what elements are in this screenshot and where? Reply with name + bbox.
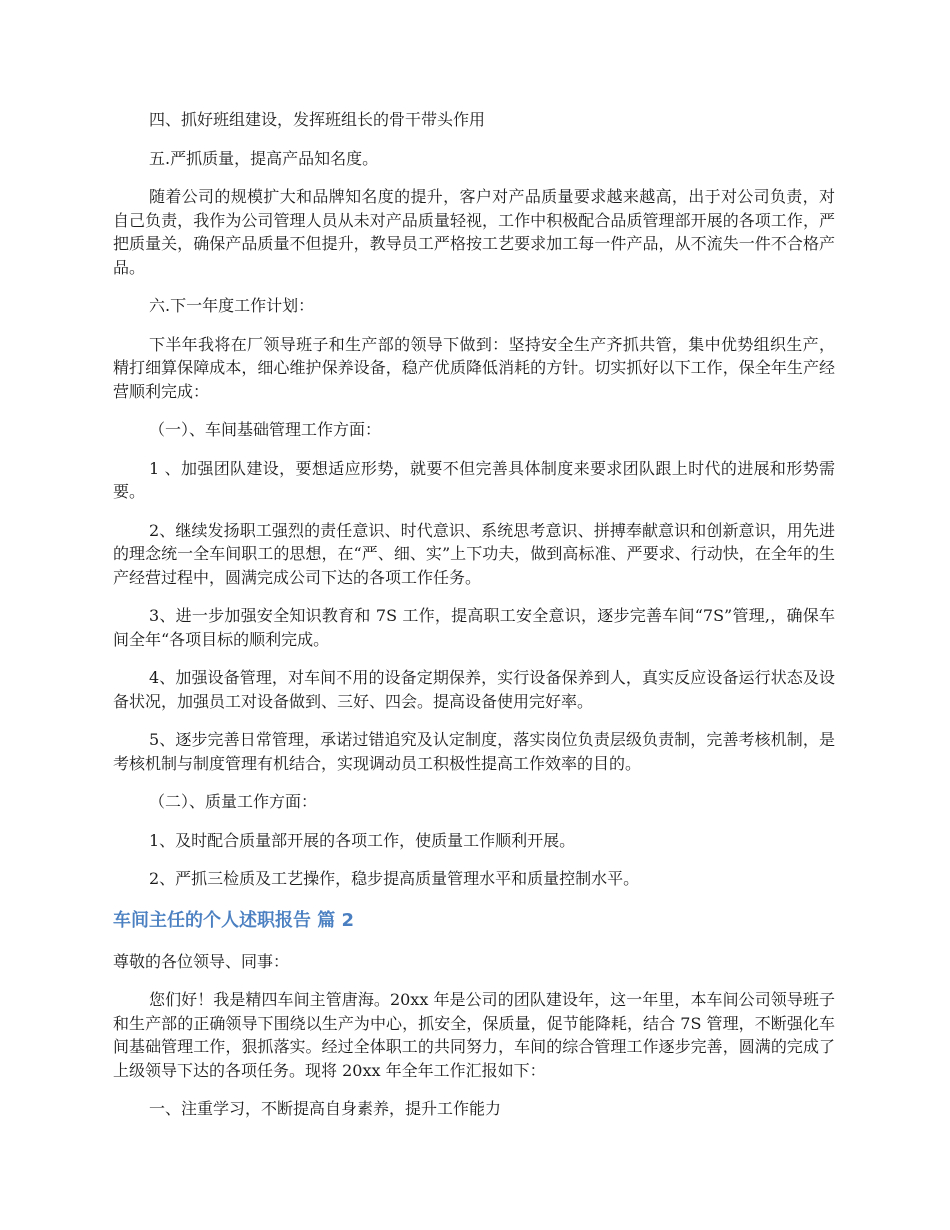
paragraph: 2、继续发扬职工强烈的责任意识、时代意识、系统思考意识、拼搏奉献意识和创新意识，用先进的理念统一全车间职工的思想，在“严、细、实”上下功夫，做到高标准、严要求、行动快，在全年的生产经营过程中，圆满完成公司下达的各项工作任务。 [113,520,835,587]
salutation: 尊敬的各位领导、同事： [113,951,290,971]
paragraph: （二）、质量工作方面： [149,792,318,811]
section-heading: 车间主任的个人述职报告 篇 2 [113,909,355,931]
paragraph: 随着公司的规模扩大和品牌知名度的提升，客户对产品质量要求越来越高，出于对公司负责，对自己负责，我作为公司管理人员从未对产品质量轻视，工作中积极配合品质管理部开展的各项工作，严把质量关，确保产品质量不但提升，教导员工严格按工艺要求加工每一件产品，从不流失一件不合格产品。 [113,187,835,277]
paragraph: 您们好！我是精四车间主管唐海。20xx 年是公司的团队建设年，这一年里，本车间公司领导班子和生产部的正确领导下围绕以生产为中心，抓安全，保质量，促节能降耗，结合 7S 管理，不断强化车间基础管理工作，狠抓落实。经过全体职工的共同努力，车间的综合管理工作逐步完善，圆满的完成了上级领导下达的各项任务。现将 20xx 年全年工作汇报如下： [113,990,835,1080]
paragraph: 3、进一步加强安全知识教育和 7S 工作，提高职工安全意识，逐步完善车间“7S”管理,，确保车间全年“各项目标的顺利完成。 [113,606,835,649]
paragraph: 1 、加强团队建设，要想适应形势，就要不但完善具体制度来要求团队跟上时代的进展和形势需要。 [113,458,835,501]
paragraph: 下半年我将在厂领导班子和生产部的领导下做到：坚持安全生产齐抓共管，集中优势组织生产，精打细算保障成本，细心维护保养设备，稳产优质降低消耗的方针。切实抓好以下工作，保全年生产经营顺利完成： [113,334,835,401]
paragraph: 2、严抓三检质及工艺操作，稳步提高质量管理水平和质量控制水平。 [149,869,640,888]
paragraph: 1、及时配合质量部开展的各项工作，使质量工作顺利开展。 [149,830,576,850]
paragraph: 六.下一年度工作计划： [149,296,315,315]
paragraph: （一）、车间基础管理工作方面： [149,420,382,439]
paragraph: 四、抓好班组建设，发挥班组长的骨干带头作用 [149,110,486,129]
document-body [113,108,835,1136]
paragraph: 一、注重学习，不断提高自身素养，提升工作能力 [149,1099,502,1118]
paragraph: 4、加强设备管理，对车间不用的设备定期保养，实行设备保养到人，真实反应设备运行状态及设备状况，加强员工对设备做到、三好、四会。提高设备使用完好率。 [113,668,835,711]
paragraph: 五.严抓质量，提高产品知名度。 [149,148,379,168]
paragraph: 5、逐步完善日常管理，承诺过错追究及认定制度，落实岗位负责层级负责制，完善考核机制，是考核机制与制度管理有机结合，实现调动员工积极性提高工作效率的目的。 [113,730,835,773]
